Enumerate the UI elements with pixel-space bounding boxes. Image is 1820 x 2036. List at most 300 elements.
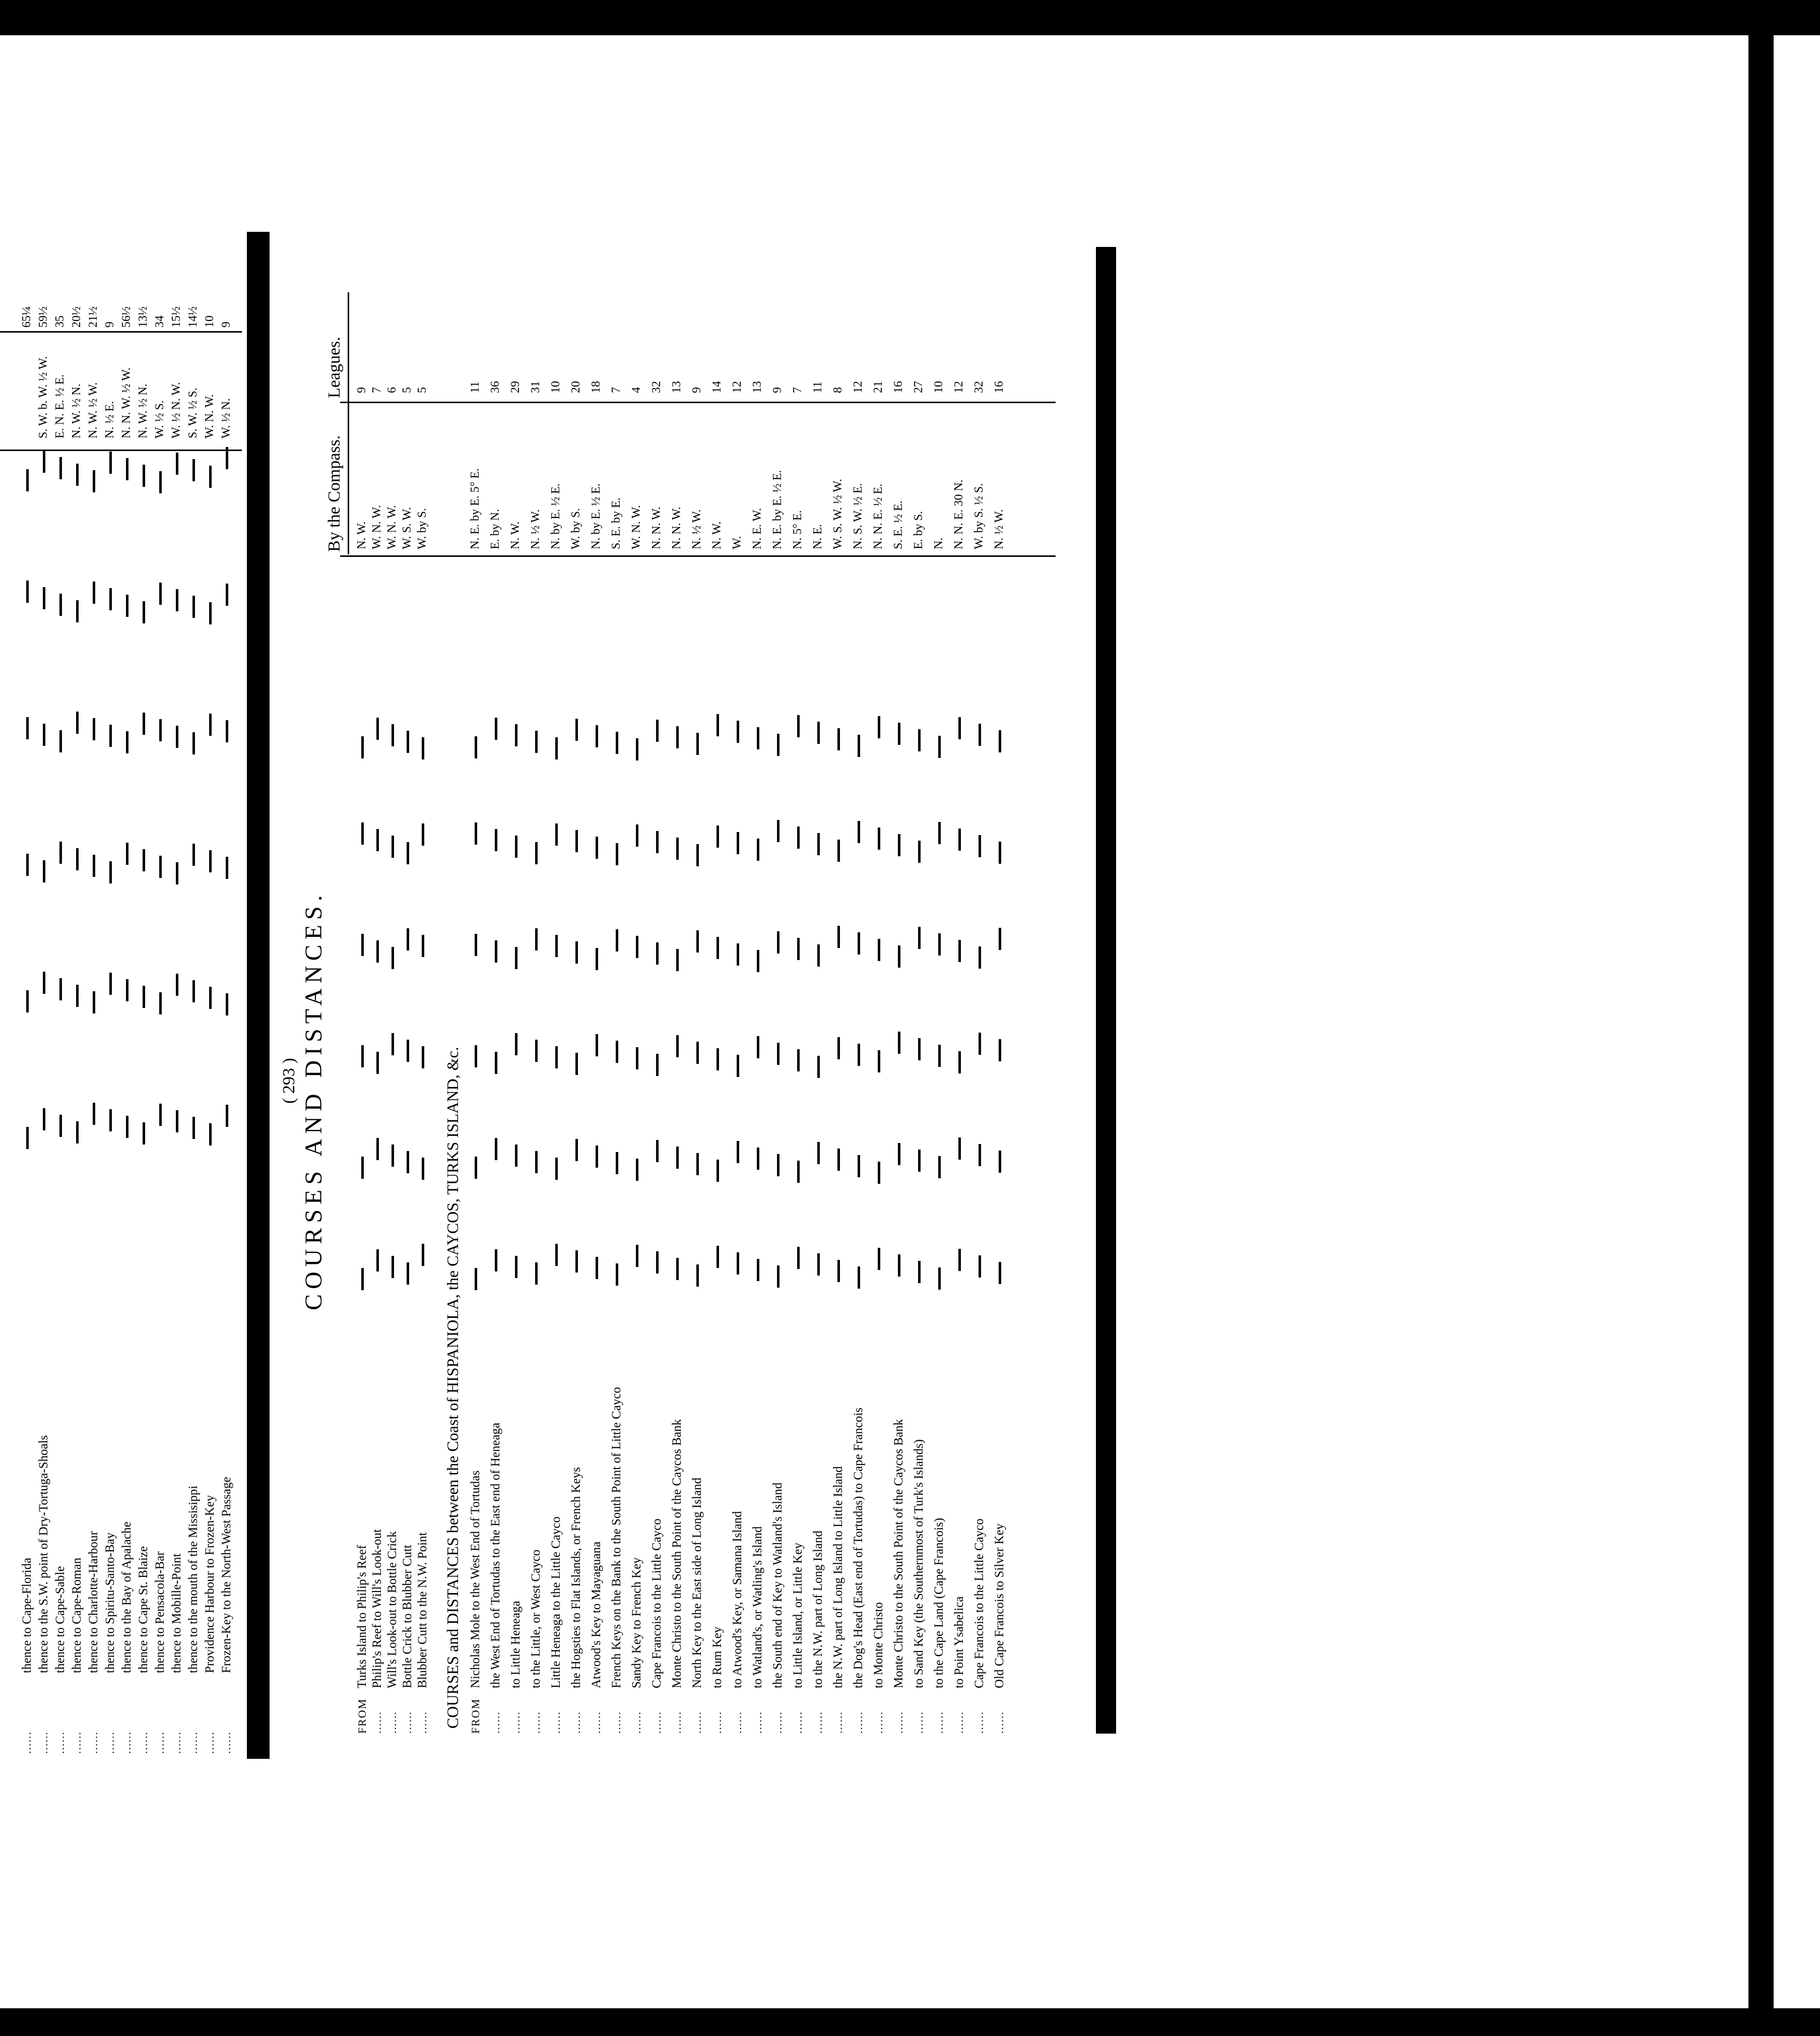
leader-dash: [898, 1032, 900, 1054]
leader-dash: [109, 725, 112, 747]
table-row: [186, 242, 200, 1754]
leader-dash: [361, 1045, 364, 1067]
leader-dash: [918, 1261, 921, 1283]
leagues-value: 16: [892, 381, 905, 393]
leagues-value: 7: [791, 387, 804, 393]
place-name: to the Little, or West Cayco: [529, 1549, 543, 1688]
leader-dash: [176, 453, 178, 475]
row-lead: ......: [170, 1731, 183, 1754]
leader-dash: [535, 1040, 538, 1062]
leader-dash: [376, 1138, 379, 1160]
leader-dash: [878, 828, 880, 850]
compass-course: S. W. ½ S.: [186, 388, 200, 438]
leader-dash: [76, 848, 79, 870]
leader-dash: [407, 731, 409, 753]
leader-dash: [59, 457, 62, 479]
row-lead: ......: [751, 1711, 764, 1734]
scan-top-border: [0, 0, 1820, 35]
place-name: thence to Cape St. Blaize: [137, 1546, 150, 1673]
compass-course: N. W.: [355, 521, 368, 549]
leader-dash: [938, 1267, 941, 1290]
compass-course: N. N. W.: [650, 506, 663, 549]
leader-dash: [837, 1037, 840, 1059]
compass-course: N. E.: [811, 524, 824, 549]
leader-dash: [858, 821, 860, 843]
table-row: [469, 247, 482, 1734]
row-lead: ......: [154, 1731, 166, 1754]
leader-dash: [376, 940, 379, 963]
leagues-value: 9: [771, 387, 784, 393]
leader-dash: [407, 928, 409, 950]
leagues-value: 9: [103, 322, 116, 328]
leader-dash: [143, 465, 145, 487]
place-name: North Key to the East side of Long Island: [690, 1478, 704, 1688]
place-name: thence to Pensacola-Bar: [153, 1551, 167, 1673]
leader-dash: [126, 979, 128, 1001]
compass-course: N. ½ W.: [993, 509, 1006, 549]
leader-dash: [575, 1053, 578, 1075]
place-name: to Sand Key (the Southernmost of Turk's Islands): [912, 1439, 926, 1688]
leader-dash: [717, 825, 719, 848]
row-lead: ......: [120, 1731, 133, 1754]
leader-dash: [858, 735, 860, 757]
leader-dash: [817, 1056, 820, 1078]
row-lead: ......: [651, 1711, 663, 1734]
place-name: the West End of Tortudas to the East end of Heneaga: [489, 1422, 502, 1688]
leader-dash: [226, 1105, 228, 1127]
leader-dash: [422, 1158, 424, 1180]
leader-dash: [596, 1146, 598, 1168]
leagues-value: 6: [385, 387, 399, 393]
page-number: ( 293 ): [280, 1058, 298, 1104]
leader-dash: [676, 1258, 679, 1280]
compass-course: W. N. W.: [385, 505, 399, 549]
leader-dash: [596, 1034, 598, 1056]
leader-dash: [817, 1253, 820, 1276]
leader-dash: [475, 1045, 477, 1067]
leader-dash: [407, 842, 409, 864]
leader-dash: [737, 1252, 739, 1275]
place-name: to Watland's, or Watling's Island: [751, 1526, 764, 1688]
leader-dash: [495, 829, 497, 851]
leader-dash: [361, 934, 364, 956]
leader-dash: [376, 718, 379, 740]
row-lead: ......: [530, 1711, 542, 1734]
row-lead: ......: [953, 1711, 965, 1734]
leader-dash: [159, 856, 162, 878]
leader-dash: [192, 844, 195, 866]
leader-dash: [422, 737, 424, 759]
row-lead: ......: [671, 1711, 683, 1734]
leader-dash: [918, 841, 921, 863]
leader-dash: [676, 1147, 679, 1169]
leader-dash: [376, 1052, 379, 1074]
leader-dash: [176, 589, 178, 611]
compass-course: N. by E. ½ E.: [590, 483, 603, 549]
right-page: [270, 247, 1096, 1734]
leagues-value: 16: [993, 381, 1006, 393]
leader-dash: [999, 842, 1001, 864]
leader-dash: [979, 1255, 981, 1278]
leader-dash: [777, 1265, 779, 1288]
leader-dash: [126, 731, 128, 753]
leader-dash: [555, 823, 558, 846]
leader-dash: [59, 594, 62, 616]
leader-dash: [126, 1116, 128, 1138]
leader-dash: [757, 1148, 759, 1170]
leader-dash: [656, 720, 659, 742]
place-name: thence to the mouth of the Missisippi: [186, 1485, 200, 1673]
compass-course: E. by S.: [912, 511, 925, 549]
table-row: [993, 247, 1006, 1734]
leagues-value: 13: [670, 381, 683, 393]
row-lead: ......: [812, 1711, 824, 1734]
leader-dash: [918, 1038, 921, 1060]
leader-dash: [737, 943, 739, 966]
leader-dash: [93, 991, 95, 1013]
leader-dash: [43, 972, 45, 994]
leagues-value: 12: [731, 381, 744, 393]
leagues-value: 5: [401, 387, 414, 393]
leader-dash: [109, 973, 112, 995]
leagues-value: 7: [610, 387, 623, 393]
leader-dash: [226, 993, 228, 1015]
place-name: Nicholas Mole to the West End of Tortudas: [469, 1470, 482, 1688]
leader-dash: [757, 950, 759, 972]
leader-dash: [616, 732, 618, 754]
leader-dash: [43, 724, 45, 746]
place-name: French Keys on the Bank to the South Point of Little Cayco: [610, 1387, 623, 1688]
leader-dash: [26, 854, 29, 876]
compass-course: W. by S.: [569, 508, 582, 549]
leader-dash: [717, 1048, 719, 1070]
compass-course: E. N. E. ½ E.: [53, 374, 67, 438]
compass-course: E. by N.: [489, 509, 502, 549]
leader-dash: [93, 855, 95, 877]
leagues-value: 13½: [137, 306, 150, 328]
leader-dash: [636, 1047, 638, 1069]
table-row: [20, 242, 34, 1754]
leader-dash: [837, 926, 840, 948]
place-name: to Atwood's Key, or Samana Island: [731, 1511, 744, 1688]
row-lead: ......: [691, 1711, 703, 1734]
leader-dash: [817, 1142, 820, 1164]
leader-dash: [495, 1249, 497, 1271]
leader-dash: [777, 1154, 779, 1176]
leagues-value: 20½: [70, 306, 83, 328]
leader-dash: [176, 974, 178, 996]
leader-dash: [575, 830, 578, 852]
leagues-value: 21: [872, 381, 885, 393]
header-rule: [348, 292, 349, 554]
leader-dash: [999, 1262, 1001, 1284]
leader-dash: [515, 1256, 517, 1278]
leader-dash: [176, 1110, 178, 1132]
leader-dash: [159, 992, 162, 1014]
leader-dash: [656, 1140, 659, 1162]
table-row: [87, 242, 100, 1754]
leagues-value: 18: [590, 381, 603, 393]
compass-course: N. ½ E.: [103, 401, 116, 438]
leader-dash: [26, 990, 29, 1012]
table-row: [355, 247, 369, 1734]
leader-dash: [361, 1157, 364, 1179]
table-row: [370, 247, 384, 1734]
leader-dash: [958, 1249, 961, 1271]
leader-dash: [979, 1144, 981, 1166]
leader-dash: [696, 844, 699, 866]
leader-dash: [898, 945, 900, 968]
leagues-value: 13: [751, 381, 764, 393]
leader-dash: [596, 725, 598, 747]
leader-dash: [555, 737, 558, 759]
compass-course: N. E. by E. ½ E.: [771, 470, 784, 549]
leader-dash: [878, 1248, 880, 1270]
table-row: [872, 247, 885, 1734]
leader-dash: [596, 1257, 598, 1279]
leader-dash: [209, 1123, 212, 1146]
leader-dash: [817, 722, 820, 744]
leader-dash: [737, 1055, 739, 1077]
leader-dash: [636, 824, 638, 847]
place-name: the Hogsties to Flat Islands, or French Keys: [569, 1467, 583, 1688]
leader-dash: [515, 1033, 517, 1055]
table-row: [120, 242, 134, 1754]
place-name: Turks Island to Philip's Reef: [355, 1545, 369, 1688]
table-row: [385, 247, 399, 1734]
leagues-value: 20: [569, 381, 582, 393]
row-lead: ......: [87, 1731, 100, 1754]
table-row: [610, 247, 623, 1734]
leader-dash: [575, 941, 578, 964]
compass-course: W. N. W.: [203, 394, 216, 438]
row-lead: ......: [973, 1711, 986, 1734]
leader-dash: [475, 1157, 477, 1179]
leader-dash: [737, 1141, 739, 1163]
leader-dash: [938, 822, 941, 844]
leader-dash: [717, 1246, 719, 1268]
table-row: [37, 242, 50, 1754]
leader-dash: [535, 1151, 538, 1173]
place-name: Cape Francois to the Little Cayco: [972, 1518, 986, 1688]
row-lead: ......: [509, 1711, 522, 1734]
place-name: to Rum Key: [710, 1626, 724, 1688]
table-row: [972, 247, 986, 1734]
leader-dash: [422, 1046, 424, 1068]
leader-dash: [696, 733, 699, 755]
leader-dash: [777, 1043, 779, 1065]
leader-dash: [696, 930, 699, 952]
compass-course: N. 5° E.: [791, 510, 804, 549]
leader-dash: [422, 1244, 424, 1266]
leader-dash: [636, 738, 638, 760]
leader-dash: [656, 1251, 659, 1274]
place-name: Blubber Cutt to the N.W. Point: [416, 1532, 429, 1688]
leader-dash: [696, 1153, 699, 1175]
leader-dash: [495, 940, 497, 963]
leader-dash: [76, 985, 79, 1007]
leagues-value: 56½: [120, 306, 133, 328]
leader-dash: [958, 940, 961, 962]
row-lead: ......: [401, 1711, 414, 1734]
leagues-value: 11: [469, 381, 482, 393]
leader-dash: [616, 1263, 618, 1286]
leader-dash: [777, 820, 779, 842]
compass-course: N.: [932, 537, 945, 549]
compass-course: W. S. W.: [401, 507, 414, 549]
row-lead: ......: [852, 1711, 865, 1734]
table-row: [220, 242, 233, 1754]
leagues-value: 12: [952, 381, 965, 393]
leader-dash: [616, 929, 618, 951]
leader-dash: [126, 595, 128, 617]
leader-dash: [676, 1035, 679, 1057]
leader-dash: [797, 1161, 800, 1183]
compass-course: N. W. ½ N.: [137, 384, 150, 438]
leagues-value: 8: [831, 387, 844, 393]
leader-dash: [407, 1040, 409, 1062]
leader-dash: [575, 1250, 578, 1272]
leader-dash: [93, 1103, 95, 1125]
leader-dash: [422, 823, 424, 846]
leagues-value: 5: [416, 387, 429, 393]
leader-dash: [93, 582, 95, 604]
table-row: [529, 247, 543, 1734]
place-name: Atwood's Key to Mayaguana: [590, 1541, 603, 1688]
compass-course: N. N. W.: [670, 506, 683, 549]
leader-dash: [209, 714, 212, 736]
leagues-value: 29: [509, 381, 522, 393]
leader-dash: [407, 1151, 409, 1173]
leader-dash: [392, 947, 394, 969]
leader-dash: [878, 939, 880, 961]
leagues-value: 12: [852, 381, 865, 393]
table-row: [791, 247, 805, 1734]
leader-dash: [475, 736, 477, 758]
leader-dash: [918, 927, 921, 949]
compass-course: N. E. by E. 5° E.: [469, 468, 482, 549]
compass-course: N. by E. ½ E.: [549, 483, 562, 549]
leagues-value: 27: [912, 381, 925, 393]
leader-dash: [999, 928, 1001, 950]
table-row: [751, 247, 764, 1734]
leader-dash: [26, 581, 29, 603]
table-row: [153, 242, 167, 1754]
column-rule: [0, 450, 242, 451]
row-lead: ......: [570, 1711, 582, 1734]
place-name: Old Cape Francois to Silver Key: [993, 1523, 1006, 1688]
table-row: [771, 247, 785, 1734]
row-lead: ......: [872, 1711, 885, 1734]
compass-course: W. N. W.: [630, 505, 643, 549]
compass-course: N. ½ W.: [529, 509, 542, 549]
place-name: thence to Spiritu-Santo-Bay: [103, 1532, 117, 1673]
table-row: [489, 247, 502, 1734]
scan-right-border: [1748, 35, 1774, 2008]
compass-course: W. by S. ½ S.: [972, 483, 986, 549]
leagues-value: 14: [710, 381, 724, 393]
leader-dash: [176, 726, 178, 748]
place-name: thence to Cape-Sable: [53, 1566, 67, 1673]
leader-dash: [376, 829, 379, 851]
leader-dash: [495, 1138, 497, 1160]
leagues-value: 59½: [37, 306, 50, 328]
leader-dash: [555, 1244, 558, 1266]
leader-dash: [898, 834, 900, 856]
row-lead: ......: [220, 1731, 233, 1754]
leader-dash: [757, 839, 759, 861]
compass-course: W.: [731, 536, 744, 549]
leagues-value: 9: [220, 322, 233, 328]
place-name: Sandy Key to French Key: [630, 1557, 643, 1688]
place-name: Frozen-Key to the North-West Passage: [220, 1477, 233, 1673]
place-name: thence to Cape-Florida: [20, 1557, 34, 1673]
table-row: [892, 247, 905, 1734]
leader-dash: [837, 1149, 840, 1171]
leader-dash: [515, 836, 517, 858]
leader-dash: [209, 987, 212, 1009]
leader-dash: [797, 715, 800, 737]
leagues-value: 35: [53, 315, 67, 328]
leader-dash: [143, 601, 145, 623]
compass-course: N. N. E. 30 N.: [952, 479, 965, 549]
leader-dash: [757, 1259, 759, 1281]
leader-dash: [109, 452, 112, 474]
place-name: the Dog's Head (East end of Tortudas) to Cape Francois: [852, 1407, 865, 1688]
table-row: [852, 247, 865, 1734]
leader-dash: [159, 1104, 162, 1126]
leader-dash: [575, 1139, 578, 1161]
leader-dash: [109, 588, 112, 610]
compass-course: W. by S.: [416, 508, 429, 549]
leader-dash: [938, 1045, 941, 1067]
leader-dash: [59, 842, 62, 864]
row-lead: ......: [71, 1731, 83, 1754]
place-name: Monte Christo to the South Point of the Caycos Bank: [892, 1419, 905, 1688]
leader-dash: [109, 861, 112, 883]
leader-dash: [93, 718, 95, 740]
table-row: [731, 247, 744, 1734]
leader-dash: [361, 822, 364, 845]
leader-dash: [76, 712, 79, 734]
leader-dash: [361, 1268, 364, 1290]
place-name: thence to the Bay of Apalache: [120, 1521, 134, 1673]
leader-dash: [535, 1262, 538, 1285]
leader-dash: [392, 724, 394, 746]
row-lead: ......: [21, 1731, 33, 1754]
compass-course: N. W. ½ N.: [70, 384, 83, 438]
row-lead: ......: [550, 1711, 562, 1734]
right-page-text: [270, 247, 1096, 1734]
leader-dash: [209, 850, 212, 872]
leagues-value: 32: [650, 381, 663, 393]
compass-course: N. N. E. ½ E.: [872, 484, 885, 549]
place-name: to Little Heneaga: [509, 1601, 523, 1688]
leader-dash: [226, 857, 228, 879]
row-lead: ......: [590, 1711, 603, 1734]
leagues-value: 10: [932, 381, 945, 393]
table-row: [103, 242, 117, 1754]
row-lead: FROM: [356, 1698, 368, 1734]
leader-dash: [858, 932, 860, 955]
compass-course: N. W. ½ W.: [87, 382, 100, 438]
leader-dash: [143, 986, 145, 1008]
leader-dash: [475, 822, 477, 845]
leader-dash: [777, 734, 779, 756]
compass-course: S. E. by E.: [610, 497, 623, 549]
leagues-value: 7: [370, 387, 383, 393]
scan-bottom-border: [0, 2008, 1820, 2036]
